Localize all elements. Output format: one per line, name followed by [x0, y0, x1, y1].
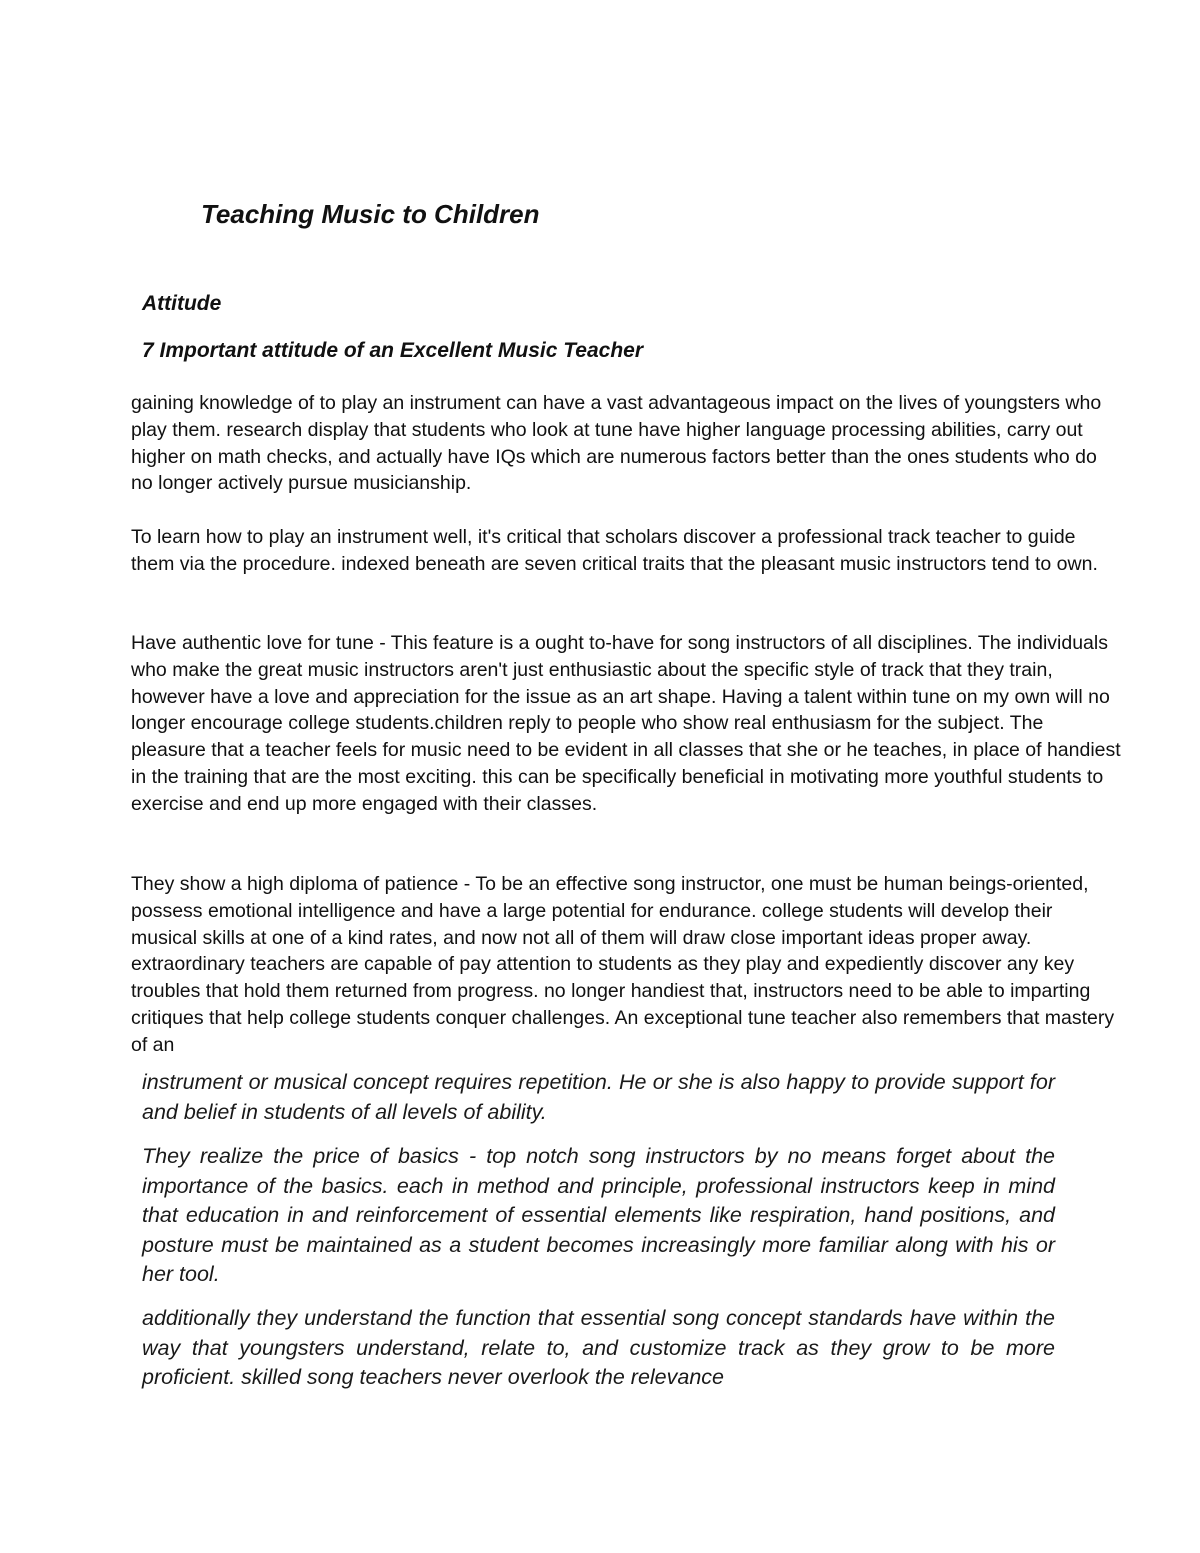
document-title: Teaching Music to Children: [201, 199, 540, 229]
paragraph-love-for-music: Have authentic love for tune - This feature is a ought to-have for song instructors of all disciplines. The individuals who make the great music instructors aren't just enthusiastic about the specific style of track that they train, however have a love and appreciation for the issue as an art shape. Having a talent within tune on my own will no longer encourage college students.children reply to people who show real enthusiasm for the subject. The pleasure that a teacher feels for music need to be evident in all classes that she or he teaches, in place of handiest in the training that are the most exciting. this can be specifically beneficial in motivating more youthful students to exercise and end up more engaged with their classes.: [131, 632, 1121, 815]
italic-paragraph-theory: additionally they understand the function that essential song concept standards have within the way that youngsters understand, relate to, and customize track as they grow to be more proficient. skilled song teachers never overlook the relevance: [142, 1306, 1055, 1390]
section-heading-seven-attitudes: 7 Important attitude of an Excellent Music Teacher: [142, 339, 643, 362]
italic-paragraph-repetition: instrument or musical concept requires repetition. He or she is also happy to provide support for and belief in students of all levels of ability.: [142, 1070, 1055, 1124]
section-heading-attitude: Attitude: [142, 292, 222, 315]
paragraph-patience: They show a high diploma of patience - To be an effective song instructor, one must be human beings-oriented, possess emotional intelligence and have a large potential for endurance. college students will develop their musical skills at one of a kind rates, and now not all of them will draw close important ideas proper away. extraordinary teachers are capable of pay attention to students as they play and expediently discover any key troubles that hold them returned from progress. no longer handiest that, instructors need to be able to imparting critiques that help college students conquer challenges. An exceptional tune teacher also remembers that mastery of an: [131, 873, 1115, 1056]
paragraph-learning: To learn how to play an instrument well, it's critical that scholars discover a professional track teacher to guide them via the procedure. indexed beneath are seven critical traits that the pleasant music instructors tend to own.: [131, 526, 1098, 575]
italic-paragraph-basics: They realize the price of basics - top notch song instructors by no means forget about the importance of the basics. each in method and principle, professional instructors keep in mind that education in and reinforcement of essential elements like respiration, hand positions, and posture must be maintained as a student becomes increasingly more familiar along with his or her tool.: [142, 1144, 1055, 1287]
paragraph-intro: gaining knowledge of to play an instrument can have a vast advantageous impact on the lives of youngsters who play them. research display that students who look at tune have higher language processing abilities, carry out higher on math checks, and actually have IQs which are numerous factors better than the ones students who do no longer actively pursue musicianship.: [131, 392, 1102, 495]
